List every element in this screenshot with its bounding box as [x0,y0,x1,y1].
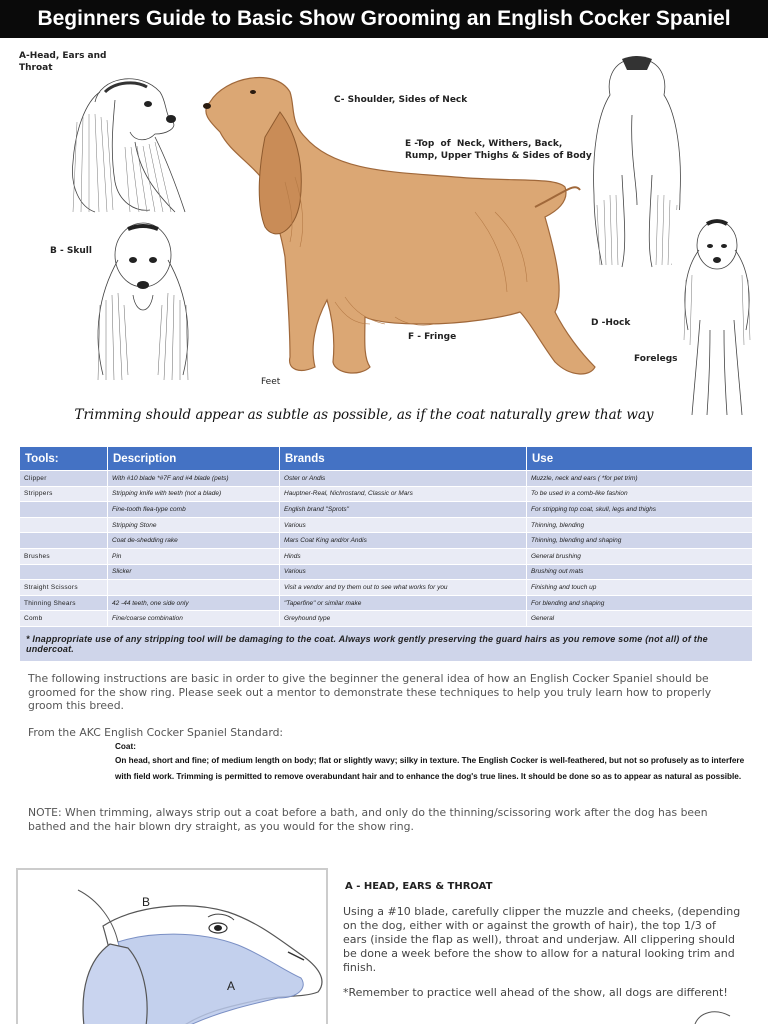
table-header-row [20,447,753,471]
brand-cell: Hinds [280,548,527,564]
description-cell: Fine-tooth flea-type comb [108,502,280,518]
use-cell: General [527,611,753,627]
tool-cell [20,502,108,518]
head-profile-diagram [18,870,328,1024]
head-diagram-box [16,868,328,1024]
table-row [20,611,753,627]
page-title: Beginners Guide to Basic Show Grooming an English Cocker Spaniel [0,0,768,38]
label-fringe: F - Fringe [408,332,457,342]
tool-cell: Comb [20,611,108,627]
brand-cell: "Taperfine" or similar make [280,595,527,611]
label-skull: B - Skull [50,246,92,256]
dog-illustration-main [195,62,605,387]
description-cell: Slicker [108,564,280,580]
brand-cell: Various [280,564,527,580]
tool-cell: Clipper [20,471,108,487]
tool-cell [20,564,108,580]
stripping-warning-note: * Inappropriate use of any stripping tool will be damaging to the coat. Always work gently preserving the guard hairs as you remove some (not all) of the undercoat. [20,626,753,661]
table-row [20,580,753,596]
diagram-label-b: B [142,895,151,909]
tagline: Trimming should appear as subtle as possible, as if the coat naturally grew that way [74,407,654,423]
tool-cell: Strippers [20,486,108,502]
use-cell: To be used in a comb-like fashion [527,486,753,502]
table-row [20,486,753,502]
coat-label: Coat: [115,742,136,751]
head-sketch-b [88,215,198,385]
dog-front-view-sketch [672,210,762,420]
label-shoulder: C- Shoulder, Sides of Neck [334,95,468,105]
use-cell: For blending and shaping [527,595,753,611]
description-cell: Fine/coarse combination [108,611,280,627]
col-header-use: Use [527,447,753,471]
brand-cell: Oster or Andis [280,471,527,487]
section-a-heading: A - HEAD, EARS & THROAT [345,881,493,892]
description-cell: Coat de-shedding rake [108,533,280,549]
use-cell: Finishing and touch up [527,580,753,596]
brand-cell: Various [280,517,527,533]
tool-cell [20,533,108,549]
brand-cell: Hauptner-Real, Nichrostand, Classic or Mars [280,486,527,502]
use-cell: Thinning, blending [527,517,753,533]
description-cell: Pin [108,548,280,564]
brand-cell: Greyhound type [280,611,527,627]
section-a-reminder: *Remember to practice well ahead of the show, all dogs are different! [343,986,728,999]
use-cell: Thinning, blending and shaping [527,533,753,549]
col-header-tools: Tools: [20,447,108,471]
label-head-ears-throat: A-Head, Ears and Throat [19,51,107,73]
tool-cell: Straight Scissors [20,580,108,596]
use-cell: General brushing [527,548,753,564]
tool-cell: Brushes [20,548,108,564]
table-note-row [20,626,753,661]
table-row [20,595,753,611]
col-header-description: Description [108,447,280,471]
intro-paragraph: The following instructions are basic in order to give the beginner the general idea of how an English Cocker Spaniel should be groomed for the show ring. Please seek out a mentor to demonstrate these techniques to help you truly learn how to properly groom this breed. [28,672,712,712]
table-row [20,502,753,518]
head-sketch-a [55,62,195,217]
table-row [20,564,753,580]
table-row [20,548,753,564]
tool-cell: Thinning Shears [20,595,108,611]
table-row [20,517,753,533]
next-diagram-fragment [690,1006,740,1024]
bath-note: NOTE: When trimming, always strip out a coat before a bath, and only do the thinning/scissoring work after the dog has been bathed and the hair blown dry straight, as you would for the show ring. [28,806,708,833]
use-cell: Muzzle, neck and ears ( *for pet trim) [527,471,753,487]
diagram-label-a: A [227,979,236,993]
use-cell: Brushing out mats [527,564,753,580]
section-a-body: Using a #10 blade, carefully clipper the muzzle and cheeks, (depending on the dog, either with or against the growth of hair), the top 1/3 of ears (inside the flap as well), throat and underjaw. All clippering should be done a week before the show to allow for a natural looking trim and finish. [343,905,741,974]
description-cell: With #10 blade *#7F and #4 blade (pets) [108,471,280,487]
use-cell: For stripping top coat, skull, legs and thighs [527,502,753,518]
label-forelegs: Forelegs [634,354,678,364]
table-row [20,533,753,549]
label-feet: Feet [261,377,281,387]
description-cell: 42 -44 teeth, one side only [108,595,280,611]
label-hock: D -Hock [591,318,631,328]
brand-cell: Mars Coat King and/or Andis [280,533,527,549]
brand-cell: Visit a vendor and try them out to see what works for you [280,580,527,596]
tools-table [20,447,753,661]
label-top-of-neck: E -Top of Neck, Withers, Back, Rump, Upper Thighs & Sides of Body [405,139,592,161]
tool-cell [20,517,108,533]
description-cell [108,580,280,596]
brand-cell: English brand "Sprots" [280,502,527,518]
description-cell: Stripping Stone [108,517,280,533]
coat-text: On head, short and fine; of medium length on body; flat or slightly wavy; silky in texture. The English Cocker is well-feathered, but not so profusely as to interfere with field work. Trimming is permitted to remove overabundant hair and to enhance the dog's true lines. It should be done so as to appear as natural as possible. [115,756,745,781]
standard-heading: From the AKC English Cocker Spaniel Standard: [28,726,284,739]
description-cell: Stripping knife with teeth (not a blade) [108,486,280,502]
col-header-brands: Brands [280,447,527,471]
table-row [20,471,753,487]
